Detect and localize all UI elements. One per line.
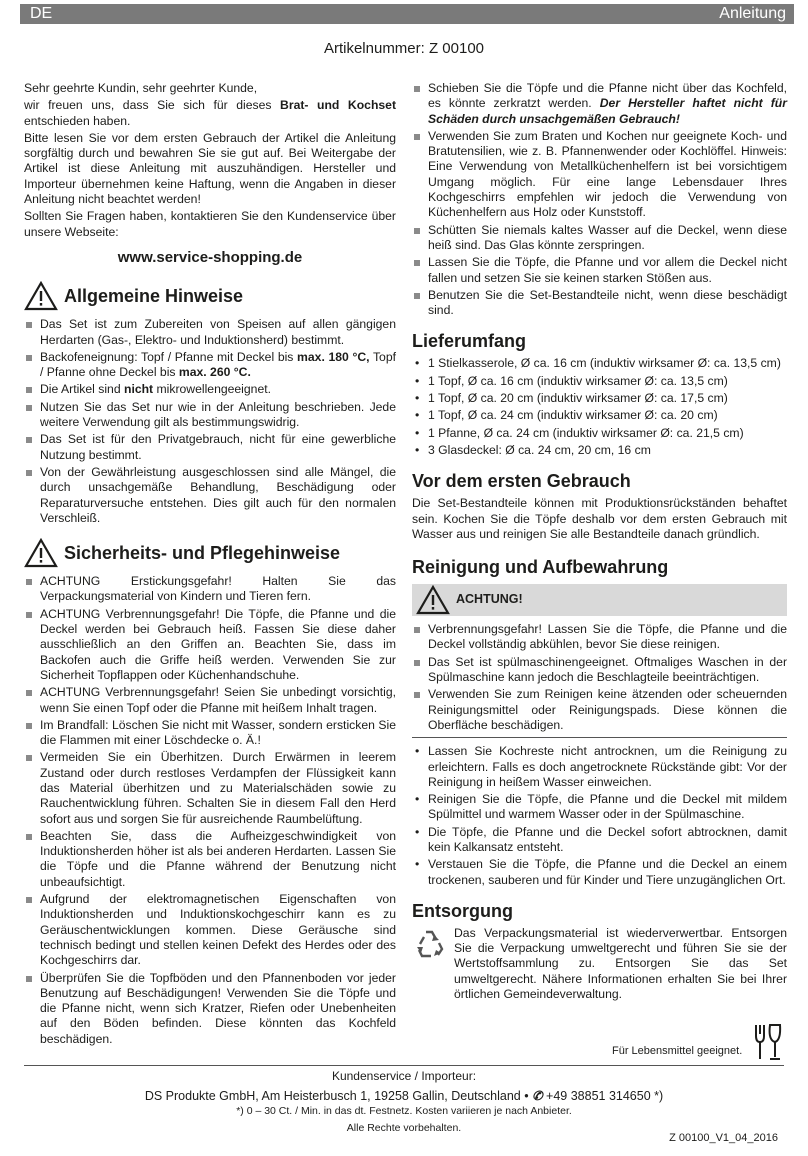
list-item: • Verstauen Sie die Töpfe, die Pfanne und die Deckel an einem trockenen, sauberen und für Kinder und Tiere unzugänglichen Ort.	[412, 857, 787, 888]
list-item: Benutzen Sie die Set-Bestandteile nicht, wenn diese beschädigt sind.	[412, 288, 787, 319]
right-column	[412, 81, 787, 1002]
list-item: Im Brandfall: Löschen Sie nicht mit Wasser, sondern ersticken Sie die Flammen mit einer Löschdecke o. Ä.!	[24, 718, 396, 749]
section-title-reinigung: Reinigung und Aufbewahrung	[412, 557, 669, 578]
list-item: Lassen Sie die Töpfe, die Pfanne und vor allem die Deckel nicht fallen und setzen Sie sie keinen starken Stößen aus.	[412, 255, 787, 286]
lieferumfang-list	[412, 356, 787, 458]
list-item: Das Set ist spülmaschinengeeignet. Oftmaliges Waschen in der Spülmaschine kann jedoch die Beschlagteile beeinträchtigen.	[412, 655, 787, 686]
list-item: Schütten Sie niemals kaltes Wasser auf die Deckel, wenn diese heiß sind. Das Glas könnte zerspringen.	[412, 223, 787, 254]
section-title: Allgemeine Hinweise	[64, 286, 244, 307]
food-safe-label: Für Lebensmittel geeignet.	[612, 1045, 743, 1057]
list-item: • 1 Topf, Ø ca. 20 cm (induktiv wirksamer Ø: ca. 17,5 cm)	[412, 391, 787, 406]
list-item: Schieben Sie die Töpfe und die Pfanne nicht über das Kochfeld, es könnte zerkratzt werden. Der Hersteller haftet nicht für Schäden durch unsachgemäßen Gebrauch!	[412, 81, 787, 127]
list-item: Vermeiden Sie ein Überhitzen. Durch Erwärmen in leerem Zustand oder durch restloses Verdampfen der Flüssigkeit kann das Material überhitzen und zu Materialschäden sowie zu Rauchentwicklung führen. Schalten Sie in diesem Fall den Herd sofort aus und sorgen Sie für ausreichende Raumbelüftung.	[24, 750, 396, 826]
list-item: Aufgrund der elektromagnetischen Eigenschaften von Induktionsherden und Induktionskochgeschirr kann es zu Geräuschentwicklungen kommen. Diese Geräusche sind technisch bedingt und stellen keinen Defekt des Herdes oder des Kochgeschirrs dar.	[24, 892, 396, 968]
article-number: Artikelnummer: Z 00100	[323, 40, 485, 57]
food-safe-icon	[752, 1022, 782, 1062]
left-column	[24, 81, 396, 1049]
warning-icon	[24, 538, 58, 568]
list-item: • Die Töpfe, die Pfanne und die Deckel sofort abtrocknen, damit kein Kalkansatz entsteht.	[412, 825, 787, 856]
list-item: • 1 Pfanne, Ø ca. 24 cm (induktiv wirksamer Ø: ca. 21,5 cm)	[412, 426, 787, 441]
list-item: Verwenden Sie zum Reinigen keine ätzenden oder scheuernden Reinigungsmittel oder Reinigungspads. Diese können die Oberfläche beschädigen.	[412, 687, 787, 733]
version-code: Z 00100_V1_04_2016	[669, 1132, 778, 1144]
phone-icon: ✆	[532, 1089, 543, 1103]
list-item: • 1 Stielkasserole, Ø ca. 16 cm (induktiv wirksamer Ø: ca. 13,5 cm)	[412, 356, 787, 371]
website-link[interactable]: www.service-shopping.de	[117, 248, 303, 266]
entsorgung-text: Das Verpackungsmaterial ist wiederverwertbar. Entsorgen Sie die Verpackung umweltgerecht und führen Sie sie der Wertstoffsammlung zu. Entsorgen Sie das Set umweltgerecht. Nähere Informationen erhalten Sie bei Ihrer örtlichen Gemeindeverwaltung.	[454, 925, 787, 1002]
section-title-erster-gebrauch: Vor dem ersten Gebrauch	[412, 471, 631, 492]
list-item: Von der Gewährleistung ausgeschlossen sind alle Mängel, die durch unsachgemäße Behandlung, Beschädigung oder Reparaturversuche entstehen. Dies gilt auch für den normalen Verschleiß.	[24, 465, 396, 526]
footer-service: Kundenservice / Importeur:	[331, 1069, 477, 1083]
section-title: Sicherheits- und Pflegehinweise	[64, 543, 341, 564]
greeting: Sehr geehrte Kundin, sehr geehrter Kunde,	[24, 81, 258, 95]
footer-address: DS Produkte GmbH, Am Heisterbusch 1, 19258 Gallin, Deutschland •	[144, 1089, 529, 1103]
list-item: • Reinigen Sie die Töpfe, die Pfanne und die Deckel mit mildem Spülmittel und warmem Wasser oder in der Spülmaschine.	[412, 792, 787, 823]
sicherheit-list-continued	[412, 81, 787, 318]
list-item: Das Set ist für den Privatgebrauch, nicht für eine gewerbliche Nutzung bestimmt.	[24, 432, 396, 463]
section-title-lieferumfang: Lieferumfang	[412, 331, 527, 352]
list-item: • Lassen Sie Kochreste nicht antrocknen, um die Reinigung zu erleichtern. Falls es doch angetrocknete Rückstände gibt: Vor der Reinigung in heißem Wasser einweichen.	[412, 744, 787, 790]
warning-icon	[416, 585, 450, 615]
achtung-label: ACHTUNG!	[456, 592, 523, 607]
divider	[412, 737, 787, 738]
footer-divider	[24, 1065, 784, 1066]
erster-gebrauch-text: Die Set-Bestandteile können mit Produktionsrückständen behaftet sein. Kochen Sie die Töpfe deshalb vor dem ersten Gebrauch mit Wasser aus und reinigen Sie alle Bestandteile danach gründlich.	[412, 496, 787, 541]
list-item: Nutzen Sie das Set nur wie in der Anleitung beschrieben. Jede weitere Verwendung gilt als bestimmungswidrig.	[24, 400, 396, 431]
list-item: Überprüfen Sie die Topfböden und den Pfannenboden vor jeder Benutzung auf Beschädigungen! Verwenden Sie die Töpfe und die Pfanne nicht, wenn sich Kratzer, Riefen oder Unebenheiten auf den Böden befinden. Diese könnten das Kochfeld beschädigen.	[24, 971, 396, 1047]
list-item: ACHTUNG Verbrennungsgefahr! Seien Sie unbedingt vorsichtig, wenn Sie einen Topf oder die Pfanne mit heißem Inhalt tragen.	[24, 685, 396, 716]
list-item: Das Set ist zum Zubereiten von Speisen auf allen gängigen Herdarten (Gas-, Elektro- und Induktionsherd) bestimmt.	[24, 317, 396, 348]
list-item: Backofeneignung: Topf / Pfanne mit Deckel bis max. 180 °C, Topf / Pfanne ohne Deckel bis max. 260 °C.	[24, 350, 396, 381]
section-header-sicherheit	[24, 538, 396, 568]
list-item: Verwenden Sie zum Braten und Kochen nur geeignete Koch- und Bratutensilien, wie z. B. Pfannenwender oder Kochlöffel. Hinweis: Eine Verwendung von Metallküchenhelfern ist bei vorsichtigem Umgang möglich. Für eine lange Lebensdauer Ihres Kochgeschirrs empfehlen wir jedoch die Verwendung von Küchenhelfern aus Holz oder Kunststoff.	[412, 129, 787, 221]
list-item: ACHTUNG Verbrennungsgefahr! Die Töpfe, die Pfanne und die Deckel werden bei Gebrauch heiß. Fassen Sie diese daher ausschließlich an den Griffen an. Beachten Sie, dass im Backofen auch die Griffe heiß werden. Verwenden Sie zur Sicherheit Topflappen oder Küchenhandschuhe.	[24, 607, 396, 683]
doc-type-label: Anleitung	[719, 5, 786, 22]
list-item: • 1 Topf, Ø ca. 24 cm (induktiv wirksamer Ø: ca. 20 cm)	[412, 408, 787, 423]
list-item: Verbrennungsgefahr! Lassen Sie die Töpfe, die Pfanne und die Deckel vollständig abkühlen, bevor Sie diese reinigen.	[412, 622, 787, 653]
intro-paragraph-3: Sollten Sie Fragen haben, kontaktieren Sie den Kundenservice über unsere Webseite:	[24, 209, 396, 239]
reinigung-warning-list	[412, 622, 787, 733]
section-title-entsorgung: Entsorgung	[412, 900, 513, 921]
list-item: • 1 Topf, Ø ca. 16 cm (induktiv wirksamer Ø: ca. 13,5 cm)	[412, 374, 787, 389]
footer-note: *) 0 – 30 Ct. / Min. in das dt. Festnetz. Kosten variieren je nach Anbieter.	[236, 1105, 572, 1117]
reinigung-list	[412, 744, 787, 888]
entsorgung-block	[412, 926, 787, 1002]
intro-paragraph-1: wir freuen uns, dass Sie sich für dieses Brat- und Kochset entschieden haben.	[24, 98, 397, 128]
list-item: Beachten Sie, dass die Aufheizgeschwindigkeit von Induktionsherden höher ist als bei anderen Herdarten. Lassen Sie die Töpfe und die Pfanne während der Benutzung nicht unbeaufsichtigt.	[24, 829, 396, 890]
language-label: DE	[30, 5, 53, 22]
allgemein-list	[24, 317, 396, 526]
footer-phone: +49 38851 314650 *)	[546, 1089, 664, 1103]
sicherheit-list	[24, 574, 396, 1047]
section-header-allgemein	[24, 281, 396, 311]
header-bar	[20, 4, 794, 24]
intro-paragraph-2: Bitte lesen Sie vor dem ersten Gebrauch der Artikel die Anleitung sorgfältig durch und bewahren Sie sie gut auf. Bei Weitergabe der Artikel ist diese Anleitung mit auszuhändigen. Hersteller und Importeur übernehmen keine Haftung, wenn die Angaben in dieser Anleitung nicht beachtet werden!	[24, 130, 396, 207]
footer-address-line	[0, 1088, 808, 1103]
recycle-icon	[412, 926, 448, 962]
warning-icon	[24, 281, 58, 311]
list-item: ACHTUNG Erstickungsgefahr! Halten Sie das Verpackungsmaterial von Kindern und Tieren fern.	[24, 574, 396, 605]
achtung-banner	[412, 584, 787, 616]
footer-rights: Alle Rechte vorbehalten.	[346, 1122, 462, 1134]
list-item: • 3 Glasdeckel: Ø ca. 24 cm, 20 cm, 16 cm	[412, 443, 787, 458]
list-item: Die Artikel sind nicht mikrowellengeeignet.	[24, 382, 396, 397]
